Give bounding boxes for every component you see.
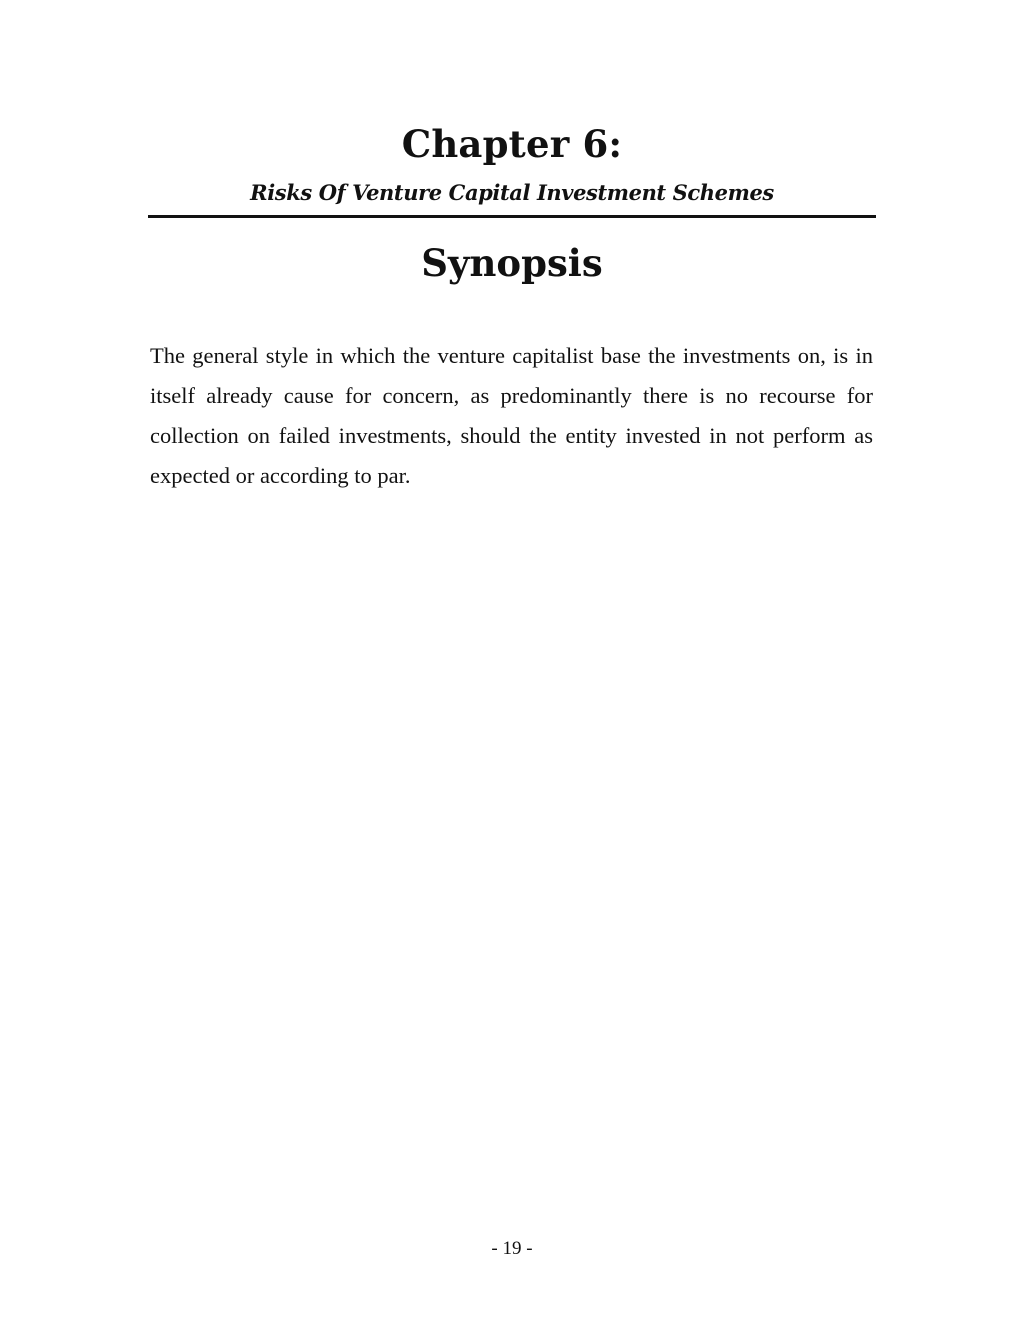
page-number: - 19 - bbox=[491, 1238, 533, 1259]
section-heading: Synopsis bbox=[421, 241, 603, 285]
chapter-title: Chapter 6: bbox=[401, 122, 623, 166]
chapter-subtitle: Risks Of Venture Capital Investment Schemes bbox=[250, 180, 774, 205]
body-paragraph: The general style in which the venture capitalist base the investments on, is in itself already cause for concern, as predominantly there is no recourse for collection on failed investments, should the entity invested in not perform as expected or according to par. bbox=[150, 343, 873, 488]
title-divider bbox=[148, 215, 876, 218]
